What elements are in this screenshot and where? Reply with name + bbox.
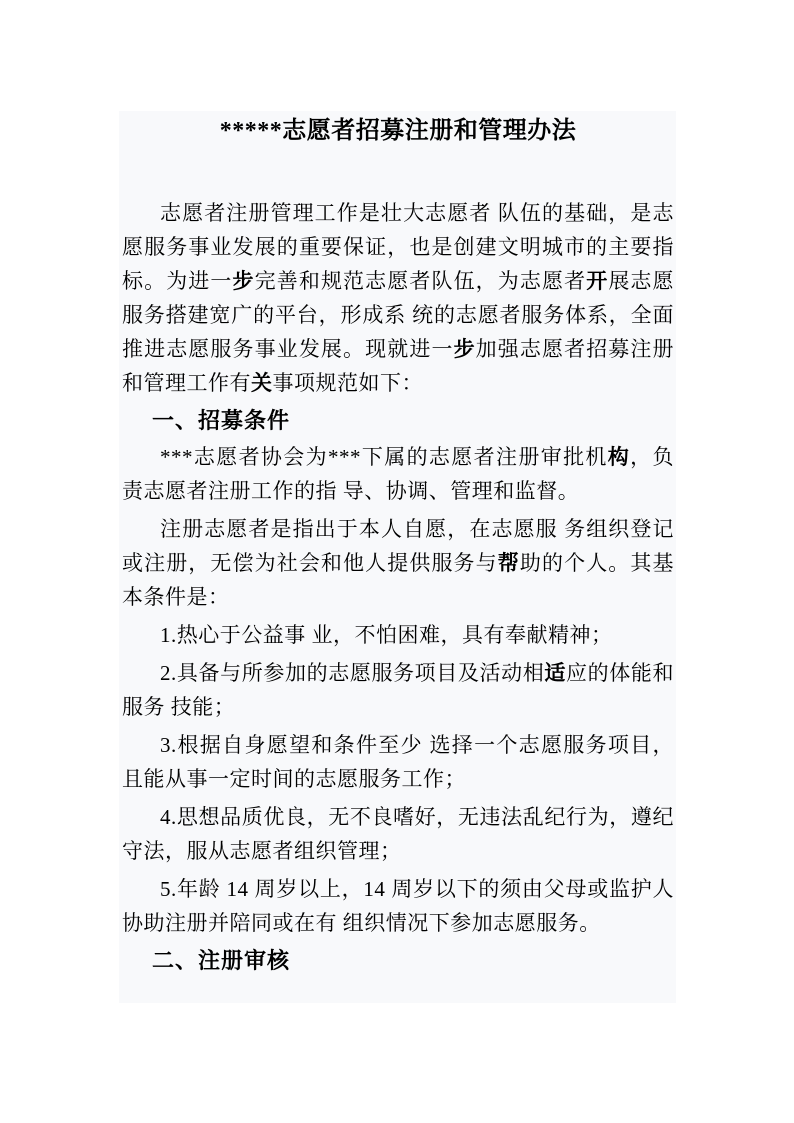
text-run: 事项规范如下： [272, 371, 423, 395]
bold-text-run: 帮 [497, 551, 520, 575]
bold-text-run: 关 [251, 371, 273, 395]
bold-text-run: 开 [586, 269, 609, 293]
text-run: 5.年龄 14 周岁以上，14 周岁以下的须由父母或监护人协助注册并陪同或在有 组织情况下参加志愿服务。 [122, 877, 674, 935]
bold-text-run: 一、招募条件 [152, 408, 291, 433]
paragraph [122, 618, 674, 652]
text-run: 加强志愿者招募注册和管理工作有 [122, 337, 675, 395]
text-run: ，负责志愿者注册工作的指 导、协调、管理和监督。 [122, 445, 675, 503]
text-run: 2.具备与所参加的志愿服务项目及活动相 [160, 661, 545, 685]
bold-text-run: 二、注册审核 [152, 948, 291, 973]
text-run: 完善和规范志愿者队伍，为志愿者 [254, 269, 587, 293]
text-run: 3.根据自身愿望和条件至少 选择一个志愿服务项目，且能从事一定时间的志愿服务工作； [122, 733, 674, 791]
document-title: *****志愿者招募注册和管理办法 [219, 118, 577, 144]
text-run: 应的体能和服务 技能； [122, 661, 675, 719]
paragraph [122, 800, 674, 868]
text-run: 志愿者注册管理工作是壮大志愿者 队伍的基础，是志愿服务事业发展的重要保证，也是创建文明城市的主要指标。为进一 [122, 201, 674, 293]
document-body [122, 196, 674, 978]
text-run: 展志愿服务搭建宽广的平台，形成系 统的志愿者服务体系，全面推进志愿服务事业发展。现就进一 [122, 269, 675, 361]
paragraph [122, 656, 674, 724]
bold-text-run: 适 [544, 661, 567, 685]
paragraph [122, 440, 674, 508]
text-run: ***志愿者协会为***下属的志愿者注册审批机 [160, 445, 608, 469]
text-run: 助的个人。其基本条件是： [122, 551, 675, 609]
bold-text-run: 构 [607, 445, 631, 469]
bold-text-run: 步 [232, 269, 255, 293]
paragraph [122, 728, 674, 796]
text-run: 1.热心于公益事 业，不怕困难，具有奉献精神； [160, 623, 613, 647]
text-run: 4.思想品质优良，无不良嗜好，无违法乱纪行为，遵纪守法，服从志愿者组织管理； [122, 805, 674, 863]
paragraph [122, 512, 674, 614]
section-heading [152, 404, 674, 438]
paragraph [122, 196, 674, 400]
bold-text-run: 步 [453, 337, 476, 361]
document-page [119, 111, 676, 1003]
text-run: 注册志愿者是指出于本人自愿，在志愿服 务组织登记或注册，无偿为社会和他人提供服务与 [122, 517, 674, 575]
paragraph [122, 872, 674, 940]
section-heading [152, 944, 674, 978]
